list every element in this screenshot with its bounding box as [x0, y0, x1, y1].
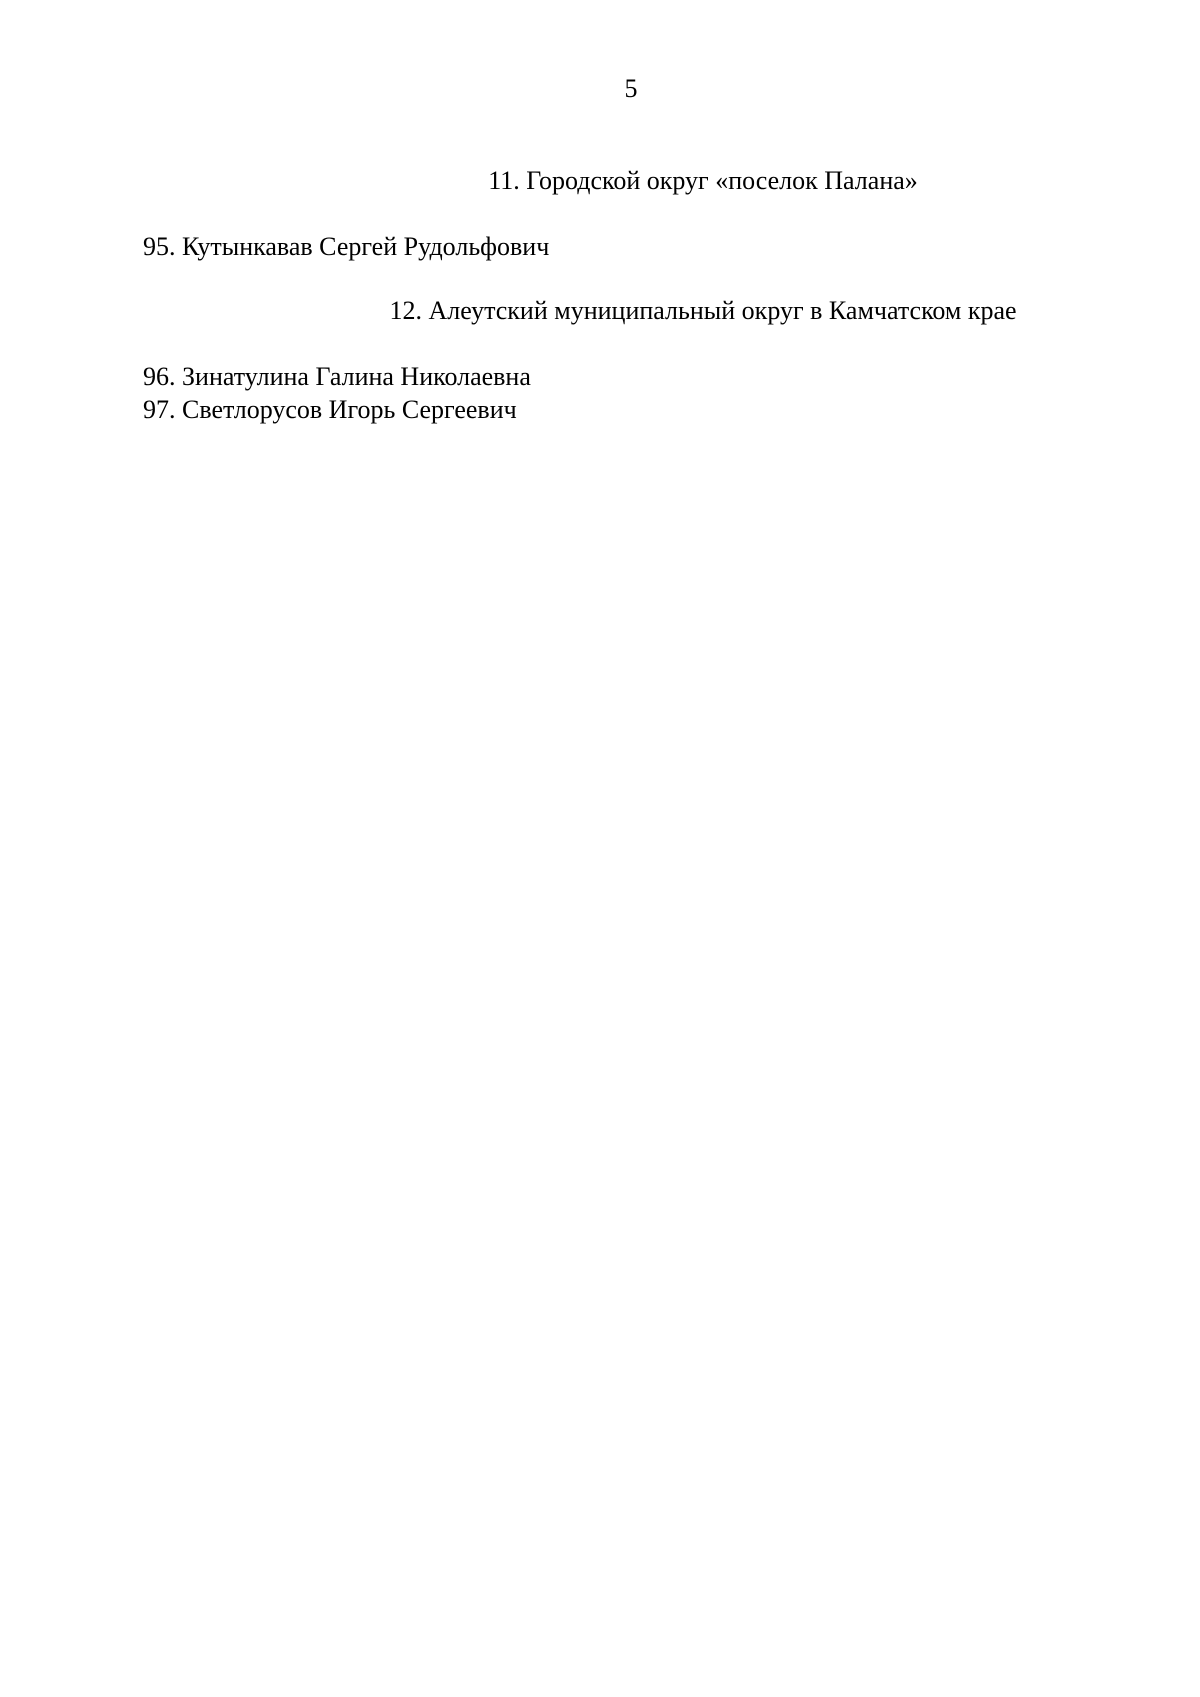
list-item: 97. Светлорусов Игорь Сергеевич: [143, 395, 517, 424]
candidate-list: [143, 360, 531, 426]
page-number: 5: [624, 74, 638, 103]
list-item: 95. Кутынкавав Сергей Рудольфович: [143, 232, 550, 261]
section-heading: 11. Городской округ «поселок Палана»: [488, 166, 918, 195]
list-item: 96. Зинатулина Галина Николаевна: [143, 362, 531, 391]
candidate-list: [143, 230, 549, 263]
section-heading: 12. Алеутский муниципальный округ в Камчатском крае: [389, 296, 1017, 325]
